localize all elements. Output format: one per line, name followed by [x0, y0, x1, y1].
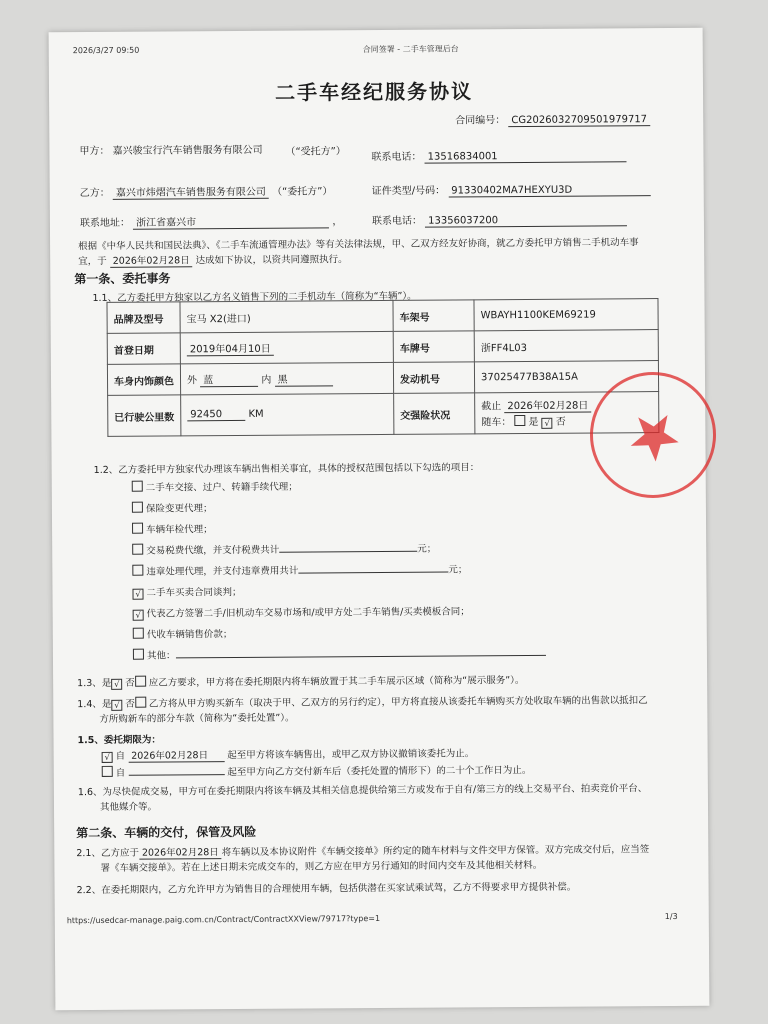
item-1-3	[77, 672, 524, 690]
option-row	[132, 541, 436, 557]
option-label: 交易税费代缴，并支付税费共计	[146, 544, 280, 557]
option-row	[133, 603, 470, 620]
tax-amount-field[interactable]	[279, 551, 417, 553]
option-row	[132, 479, 298, 494]
item-2-1-line2: 署《车辆交接单》。若在上述日期未完成交车的，则乙方应在甲方另行通知的时间内交车及其他相关材料。	[100, 859, 543, 874]
option-label: 其他：	[146, 650, 176, 662]
table-row	[107, 330, 658, 365]
reg-date-cell	[180, 331, 393, 363]
option-label: 代表乙方签署二手/旧机动车交易市场和/或甲方处二手车销售/买卖模板合同；	[146, 606, 470, 620]
item-1-5: 1.5、委托期限为：	[77, 734, 161, 747]
plate-value: 浙FF4L03	[474, 330, 658, 362]
other-field[interactable]	[175, 655, 545, 659]
term-b-checkbox[interactable]	[102, 766, 113, 777]
insurance-until-label: 截止	[481, 401, 502, 413]
inner-label: 内	[261, 374, 272, 386]
no-label: 否	[555, 416, 566, 428]
option-row	[132, 500, 213, 515]
party-b-id-row	[372, 180, 651, 198]
footer-url[interactable]: https://usedcar-manage.paig.com.cn/Contract/ContractXXView/79717?type=1	[66, 914, 381, 926]
violation-amount-field[interactable]	[298, 572, 448, 574]
item-1-4-pre: 1.4、是	[77, 698, 112, 711]
item-1-4-line1: 乙方将从甲方购买新车（取决于甲、乙双方的另行约定），甲方将直接从该委托车辆购买方处收取车辆的出售款以抵扣乙	[148, 695, 648, 710]
party-a-name: 嘉兴骏宝行汽车销售服务有限公司	[112, 144, 263, 157]
item-1-2: 1.2、乙方委托甲方独家代办理该车辆出售相关事宜，具体的授权范围包括以下勾选的项目：	[93, 462, 480, 476]
contract-number-row	[455, 110, 650, 127]
item-2-1-pre: 2.1、乙方应于	[76, 847, 139, 860]
seal-star-icon	[590, 372, 717, 499]
inner-color: 黑	[275, 370, 333, 386]
brand-label: 品牌及型号	[107, 302, 180, 334]
item-1-4-no-checkbox[interactable]	[135, 697, 146, 708]
item-1-6-line2: 其他媒介等。	[99, 801, 158, 813]
party-b-name: 嘉兴市炜熠汽车销售服务有限公司	[113, 183, 269, 200]
item-2-2: 2.2、在委托期限内，乙方允许甲方为销售目的合理使用车辆，包括供潜在买家试乘试驾，乙方不得要求甲方提供补偿。	[76, 881, 577, 897]
color-cell	[180, 362, 393, 394]
intro-date: 2026年02月28日	[110, 252, 193, 268]
party-a-label: 甲方：	[79, 145, 110, 158]
print-datetime: 2026/3/27 09:50	[72, 45, 140, 56]
address-comma: ，	[332, 216, 343, 228]
item-1-3-pre: 1.3、是	[77, 677, 112, 690]
mileage-label: 已行驶公里数	[108, 395, 181, 437]
intro-line-2	[78, 251, 348, 268]
mileage-unit: KM	[248, 408, 264, 420]
party-a-role: （“受托方”）	[285, 146, 346, 158]
term-a-checkbox[interactable]: √	[102, 752, 113, 763]
mileage-cell	[181, 393, 394, 435]
with-car-no-checkbox[interactable]: √	[542, 418, 553, 429]
item-1-4-line2: 方所购新车的部分车款（简称为“委托处置”）。	[99, 712, 295, 725]
reg-date-value: 2019年04月10日	[187, 340, 274, 357]
vehicle-table	[106, 298, 659, 437]
engine-label: 发动机号	[393, 362, 474, 394]
option-label: 二手车交接、过户、转籍手续代理；	[145, 481, 298, 494]
insurance-label: 交强险状况	[394, 393, 475, 435]
party-a-phone: 13516834001	[425, 150, 627, 163]
table-row	[107, 299, 658, 334]
item-1-4-mid: 否	[125, 698, 135, 710]
option-checkbox[interactable]	[132, 565, 143, 576]
item-2-1-line1: 将车辆以及本协议附件《车辆交接单》所约定的随车材料与文件交甲方保管。双方完成交付后，应当签	[221, 844, 650, 859]
engine-value: 37025477B38A15A	[474, 361, 658, 393]
contract-number: CG2026032709501979717	[508, 114, 650, 127]
yuan-label: 元；	[448, 564, 468, 576]
option-label: 违章处理代理，并支付违章费用共计	[146, 565, 299, 578]
item-1-4	[77, 692, 647, 711]
option-label: 车辆年检代理；	[146, 524, 213, 536]
party-b-phone: 13356037200	[425, 214, 627, 227]
footer-page: 1/3	[664, 911, 678, 922]
item-1-5-a	[102, 745, 475, 763]
party-b-role: （“委托方”）	[272, 186, 333, 198]
phone-label: 联系电话：	[371, 151, 422, 164]
party-a-phone-row	[371, 146, 626, 164]
term-a-pre: 自	[115, 750, 126, 762]
table-row	[107, 361, 658, 396]
option-row	[133, 645, 546, 662]
option-checkbox[interactable]: √	[133, 610, 144, 621]
section-2-title: 第二条、车辆的交付，保管及风险	[76, 824, 257, 841]
color-label: 车身内饰颜色	[107, 364, 180, 396]
item-1-4-yes-checkbox[interactable]: √	[111, 700, 122, 711]
intro-post: 达成如下协议，以资共同遵照执行。	[195, 254, 348, 267]
item-2-1-date: 2026年02月28日	[139, 844, 222, 860]
with-car-label: 随车：	[481, 417, 512, 429]
option-checkbox[interactable]: √	[132, 589, 143, 600]
item-1-1: 1.1、乙方委托甲方独家以乙方名义销售下列的二手机动车（简称为“车辆”）。	[92, 290, 417, 304]
yuan-label: 元；	[417, 543, 437, 555]
option-checkbox[interactable]	[132, 544, 143, 555]
print-page-title: 合同签署 - 二手车管理后台	[362, 44, 459, 55]
party-b	[80, 182, 333, 200]
term-b-post: 起至甲方向乙方交付新车后（委托处置的情形下）的二十个工作日为止。	[227, 764, 532, 779]
option-checkbox[interactable]	[132, 523, 143, 534]
item-1-6-line1: 1.6、为尽快促成交易，甲方可在委托期限内将该车辆及其相关信息提供给第三方或发布于自有/第三方的线上交易平台、拍卖竞价平台、	[77, 783, 648, 799]
contract-number-label: 合同编号：	[455, 115, 506, 127]
outer-label: 外	[186, 375, 198, 387]
insurance-until: 2026年02月28日	[504, 397, 591, 414]
option-label: 代收车辆销售价款；	[146, 629, 233, 641]
phone-label-2: 联系电话：	[371, 215, 422, 228]
option-checkbox[interactable]	[132, 481, 143, 492]
party-b-phone-row	[372, 210, 627, 228]
term-a-date: 2026年02月28日	[128, 747, 224, 763]
vin-label: 车架号	[393, 300, 474, 332]
option-label: 保险变更代理；	[145, 503, 213, 515]
yes-label: 是	[528, 416, 539, 428]
section-1-title: 第一条、委托事务	[74, 271, 171, 287]
item-1-3-post: 应乙方要求，甲方将在委托期限内将车辆放置于其二手车展示区域（简称为“展示服务”）。	[148, 674, 525, 689]
term-a-post: 起至甲方将该车辆售出，或甲乙双方协议撤销该委托为止。	[227, 748, 475, 762]
document-title: 二手车经纪服务协议	[274, 79, 474, 105]
vin-value: WBAYH1100KEM69219	[474, 299, 658, 331]
reg-date-label: 首登日期	[107, 333, 180, 365]
table-row	[108, 392, 659, 437]
item-1-3-mid: 否	[125, 677, 135, 689]
item-1-5-b	[102, 762, 532, 779]
party-b-id: 91330402MA7HEXYU3D	[448, 184, 650, 197]
address-row	[80, 212, 342, 230]
intro-line-1: 根据《中华人民共和国民法典》、《二手车流通管理办法》等有关法律法规，甲、乙双方经友好协商，就乙方委托甲方销售二手机动车事	[78, 237, 639, 253]
item-1-3-yes-checkbox[interactable]: √	[111, 679, 122, 690]
party-b-label: 乙方：	[79, 187, 110, 200]
term-b-date-field[interactable]	[128, 774, 224, 776]
option-label: 二手车买卖合同谈判；	[146, 586, 242, 599]
option-checkbox[interactable]	[133, 628, 144, 639]
mileage-value: 92450	[187, 409, 245, 421]
option-row	[132, 561, 467, 577]
brand-value: 宝马 X2(进口)	[180, 300, 393, 332]
contract-page	[49, 28, 710, 1011]
option-checkbox[interactable]	[133, 649, 144, 660]
option-row	[132, 521, 213, 536]
term-b-pre: 自	[115, 767, 126, 779]
address: 浙江省嘉兴市	[133, 212, 329, 229]
item-1-3-no-checkbox[interactable]	[135, 676, 146, 687]
address-label: 联系地址：	[79, 217, 130, 230]
with-car-yes-checkbox[interactable]	[514, 415, 525, 426]
intro-pre: 宜，于	[78, 255, 107, 268]
option-row	[132, 584, 241, 600]
plate-label: 车牌号	[393, 331, 474, 363]
option-checkbox[interactable]	[132, 502, 143, 513]
outer-color: 蓝	[200, 371, 258, 387]
id-label: 证件类型/号码：	[371, 185, 446, 198]
option-row	[133, 626, 233, 641]
